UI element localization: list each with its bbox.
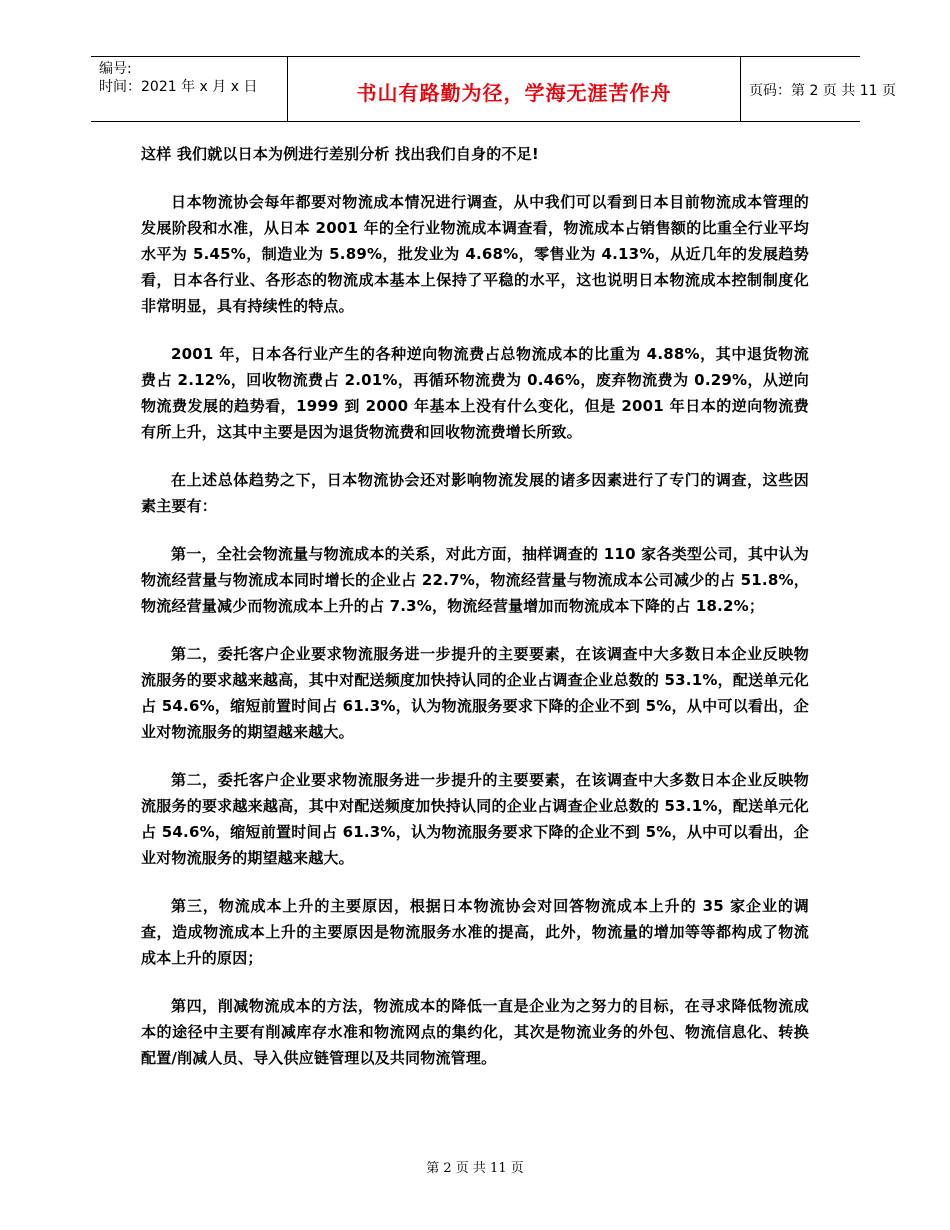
paragraph: 第二，委托客户企业要求物流服务进一步提升的主要要素，在该调查中大多数日本企业反映物流服务的要求越来越高，其中对配送频度加快持认同的企业占调查企业总数的 53.1%，配送单元化占 54.6%，缩短前置时间占 61.3%，认为物流服务要求下降的企业不到 5%，从中可以看出，企业对物流服务的期望越来越大。 bbox=[141, 771, 809, 867]
header-motto: 书山有路勤为径，学海无涯苦作舟 bbox=[356, 81, 672, 105]
paragraph: 2001 年，日本各行业产生的各种逆向物流费占总物流成本的比重为 4.88%，其中退货物流费占 2.12%，回收物流费占 2.01%，再循环物流费为 0.46%，废弃物流费为 0.29%，从逆向物流费发展的趋势看，1999 到 2000 年基本上没有什么变化，但是 2001 年日本的逆向物流费有所上升，这其中主要是因为退货物流费和回收物流费增长所致。 bbox=[141, 345, 809, 441]
document-time-label: 时间：2021 年 x 月 x 日 bbox=[99, 79, 258, 95]
body-content bbox=[141, 141, 809, 1093]
paragraph: 第四，削减物流成本的方法，物流成本的降低一直是企业为之努力的目标，在寻求降低物流成本的途径中主要有削减库存水准和物流网点的集约化，其次是物流业务的外包、物流信息化、转换配置/削减人员、导入供应链管理以及共同物流管理。 bbox=[141, 997, 809, 1067]
paragraph: 日本物流协会每年都要对物流成本情况进行调查，从中我们可以看到日本目前物流成本管理的发展阶段和水准，从日本 2001 年的全行业物流成本调查看，物流成本占销售额的比重全行业平均水平为 5.45%，制造业为 5.89%，批发业为 4.68%，零售业为 4.13%，从近几年的发展趋势看，日本各行业、各形态的物流成本基本上保持了平稳的水平，这也说明日本物流成本控制制度化非常明显，具有持续性的特点。 bbox=[141, 193, 809, 315]
header-page-cell bbox=[741, 57, 896, 121]
paragraph-intro: 这样 我们就以日本为例进行差别分析 找出我们自身的不足! bbox=[141, 145, 539, 163]
paragraph: 第三，物流成本上升的主要原因，根据日本物流协会对回答物流成本上升的 35 家企业的调查，造成物流成本上升的主要原因是物流服务水准的提高，此外，物流量的增加等等都构成了物流成本上升的原因； bbox=[141, 897, 809, 967]
header-motto-cell bbox=[287, 57, 741, 121]
page-header bbox=[91, 56, 896, 122]
paragraph: 在上述总体趋势之下，日本物流协会还对影响物流发展的诸多因素进行了专门的调查，这些因素主要有： bbox=[141, 471, 809, 515]
paragraph: 第二，委托客户企业要求物流服务进一步提升的主要要素，在该调查中大多数日本企业反映物流服务的要求越来越高，其中对配送频度加快持认同的企业占调查企业总数的 53.1%，配送单元化占 54.6%，缩短前置时间占 61.3%，认为物流服务要求下降的企业不到 5%，从中可以看出，企业对物流服务的期望越来越大。 bbox=[141, 645, 809, 741]
document-code-label: 编号: bbox=[99, 61, 132, 77]
header-info-cell bbox=[91, 57, 287, 121]
header-page-code: 页码：第 2 页 共 11 页 bbox=[749, 83, 896, 99]
page-footer: 第 2 页 共 11 页 bbox=[426, 1161, 524, 1176]
paragraph: 第一，全社会物流量与物流成本的关系，对此方面，抽样调查的 110 家各类型公司，其中认为物流经营量与物流成本同时增长的企业占 22.7%，物流经营量与物流成本公司减少的占 51.8%，物流经营量减少而物流成本上升的占 7.3%，物流经营量增加而物流成本下降的占 18.2%； bbox=[141, 545, 809, 615]
